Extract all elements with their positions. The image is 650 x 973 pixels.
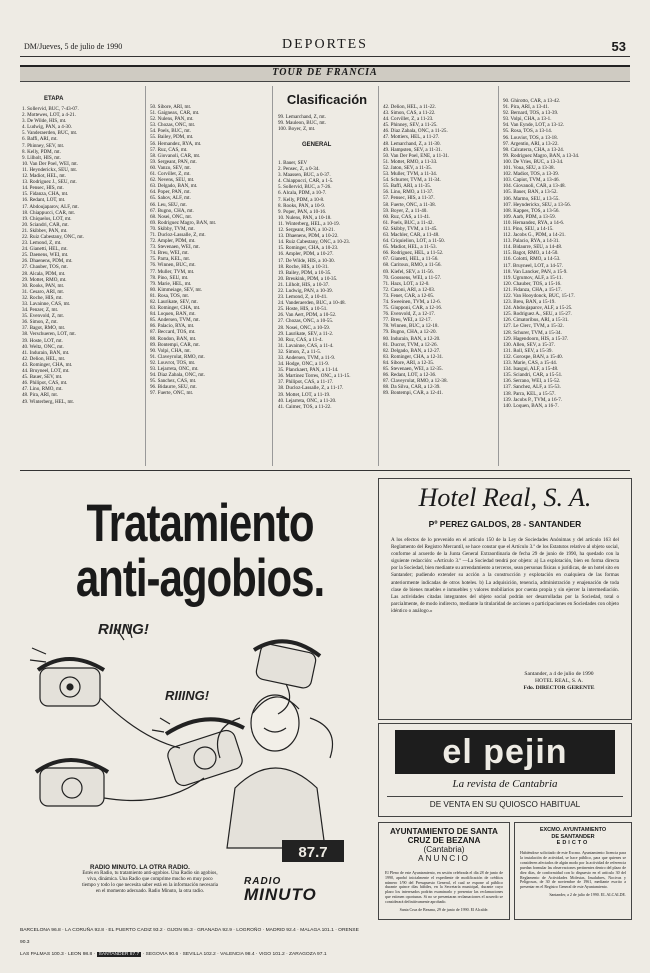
result-row: 66. Leu, SEU, mt. — [150, 201, 187, 208]
result-row: 46. Philipot, CAS, mt. — [22, 380, 68, 387]
result-row: 9. Poper, PAN, a 10-16. — [278, 208, 327, 215]
result-row: 13. Rodriguez J., SEU, mt. — [22, 179, 77, 186]
result-row: 28. Alcala, PDM, mt. — [22, 270, 66, 277]
result-row: 83. Rominger, CHA, a 12-31. — [383, 353, 444, 360]
result-row: 41. Caimer, TOS, a 11-22. — [278, 403, 332, 410]
result-row: 72. Ampler, PDM, mt. — [150, 238, 196, 245]
result-row: 77. Breu, WEI, a 12-17. — [383, 317, 432, 324]
section-band — [20, 65, 630, 82]
bezana-title: AYUNTAMIENTO DE SANTA CRUZ DE BEZANA (Cantabria) ANUNCIO — [390, 827, 498, 863]
result-row: 58. Fuerte, ONC, a 11-38. — [383, 201, 437, 208]
result-row: 108. Kappes, TOS, a 13-56. — [503, 207, 560, 214]
footer-line-2: LAS PALMAS 100.3 · LEON 98.8 · SANTANDER 87.7 · SEGOVIA 90.6 · SEVILLA 102.2 · VALENCIA 98.4 · VIGO 101.2 · ZARAGOZA 97.1 — [20, 952, 327, 957]
radio-minuto-ad — [20, 478, 368, 918]
result-row: 126. Cimatoribus, ARI, a 15-31. — [503, 317, 569, 324]
result-row: 53. Chozas, ONC, mt. — [150, 122, 196, 129]
result-row: 84. Loquen, BAN, mt. — [150, 311, 196, 318]
result-row: 54. Schurrer, TVM, a 11-34. — [383, 177, 441, 184]
result-row: 24. Vanderaerden, BUC, a 10-48. — [278, 300, 346, 307]
column-divider — [272, 86, 273, 466]
result-row: 73. Stevenaen, WEI, mt. — [150, 244, 200, 251]
result-row: 92. Louvrot, TOS, mt. — [150, 359, 196, 366]
result-row: 50. Sibore, ARI, mt. — [150, 104, 192, 110]
result-row: 122. Van Hooydonck, BUC, 15-17. — [503, 293, 575, 299]
result-row: 10. Van Der Poel, WEI, mt. — [22, 160, 78, 167]
column-divider — [498, 86, 499, 466]
result-row: 47. Mottiers, HEL, a 11-27. — [383, 134, 440, 141]
result-row: 2. Mottewes, LOT, a 4-21. — [22, 112, 76, 119]
result-row: 32. Simon, Z, a 11-5. — [278, 348, 322, 355]
column-divider — [378, 86, 379, 466]
result-row: 72. Casoni, ARI, a 12-03. — [383, 286, 436, 293]
result-row: 39. Mottet, LOT, a 11-19. — [278, 391, 331, 398]
result-row: 4. Ludwig, PAN, a 4-30. — [22, 124, 72, 131]
telephone-icon — [36, 760, 108, 806]
result-row: 121. Fidanza, CHA, a 15-17. — [503, 286, 562, 293]
pejin-sales-bar: DE VENTA EN SU QUIOSCO HABITUAL — [387, 796, 623, 809]
result-row: 59. Boyer, Z, a 11-40. — [383, 207, 428, 214]
result-row: 18. Roche, HIS, a 10-31. — [278, 263, 329, 270]
result-row: 65. Madiot, HEL, a 11-53. — [383, 244, 437, 251]
result-row: 123. Breu, BAN, a 15-19. — [503, 299, 556, 306]
result-row: 68. Nosei, ONC, mt. — [150, 213, 193, 220]
result-row: 36. Simon, Z, mt. — [22, 319, 58, 326]
result-row: 61. Corvillet, Z, mt. — [150, 171, 191, 178]
result-row: 95. Rosa, TOS, a 13-14. — [503, 128, 553, 135]
result-row: 56. Hernandez, RYA, mt. — [150, 140, 202, 147]
result-row: 82. Laurikate, SEV, mt. — [150, 299, 198, 305]
result-row: 76. Evenvold, Z, a 12-17. — [383, 311, 436, 318]
result-row: 38. Ducloz-Lassalle, Z, a 11-17. — [278, 385, 344, 392]
general-classification-list-2 — [383, 104, 495, 397]
result-row: 24. Gianetti, HEL, mt. — [22, 246, 68, 253]
result-row: 34. Penzer, Z, mt. — [22, 307, 59, 314]
result-row: 74. Sweeinen, TVM, a 12-6. — [383, 299, 441, 305]
hotel-body: A los efectos de lo prevenido en el artículo 150 de la Ley de Sociedades Anónimas y del artículo 163 del Reglamento del Registro Mercantil, se hace constar que el Artículo 3.º de los Estatutos relativo al objeto social, conforme al acuerdo de la Junta General Extraordinaria de fecha 29 de junio de 1990, ha quedado con la siguiente redacción: «Artículo 3.º —La Sociedad tendrá por objeto: a) La explotación, bien en forma directa por la Sociedad, bien mediante su arrendamiento a terceros, sean personas físicas o jurídicas, de un hotel sito en Santander; pudiendo extender su acción a la construcción y explotación en cualquiera de las formas anteriormente indicadas de otros hoteles. b) La adquisición, tenencia, administración y enajenación de toda clase de bienes muebles e inmuebles y valores mobiliarios por cuenta propia y sin ejercer la intermediación. Las actividades citadas integrantes del objeto social podrán ser desarrolladas por la Sociedad, total o parcialmente, de modo indirecto, mediante la titularidad de acciones o participaciones en Sociedades con objeto idéntico o análogo.» — [391, 537, 620, 614]
result-row: 128. Schurer, TVM, a 15-34. — [503, 329, 562, 336]
result-row: 43. Rominger, CHA, mt. — [22, 361, 73, 368]
etapa-results-list-2 — [150, 104, 268, 397]
result-row: 100. Boyer, Z, mt. — [278, 126, 316, 133]
telephone-icon — [38, 659, 104, 706]
result-row: 18. Chiappucci, CAR, mt. — [22, 209, 76, 216]
result-row: 96. Bidaurre, SEU, mt. — [150, 384, 197, 391]
result-row: 5. Sollervid, BUC, a 7-26. — [278, 184, 332, 191]
ad-headline-line2: anti-agobios. — [75, 548, 325, 608]
result-row: 88. Rondon, BAN, mt. — [150, 335, 197, 342]
result-row: 35. Evenvold, Z, mt. — [22, 313, 65, 320]
general-classification-list-3 — [503, 98, 629, 409]
section-rule — [20, 470, 630, 471]
result-row: 11. Heynderickx, SEU, mt. — [22, 166, 78, 173]
result-row: 125. Rodriguez A., SEU, a 15-27. — [503, 311, 572, 318]
result-row: 37. Bagot, RMO, mt. — [22, 325, 66, 332]
radio-frequencies-footer — [20, 925, 368, 961]
result-row: 53. Muller, TVM, a 11-34. — [383, 171, 438, 178]
result-row: 136. Serrano, WEI, a 15-52. — [503, 378, 561, 385]
result-row: 7. Kelly, PDM, a 10-8. — [278, 196, 325, 203]
result-row: 67. Gianetti, HEL, a 11-56. — [383, 256, 439, 263]
result-row: 70. Goossens, WEI, a 11-57. — [383, 274, 442, 281]
result-row: 43. Simon, CAS, a 11-22. — [383, 110, 436, 117]
result-row: 65. Sahov, ALF, mt. — [150, 195, 191, 202]
result-row: 45. Phinney, SEV, a 11-25. — [383, 122, 438, 129]
result-row: 80. Indurain, BAN, a 12-20. — [383, 335, 441, 342]
result-row: 25. Hoste, HIS, a 10-51. — [278, 306, 328, 313]
result-row: 124. Abdoujaparov, ALF, a 15-25. — [503, 305, 573, 312]
result-row: 3. Maassen, BUC, a 0-37. — [278, 172, 331, 179]
result-row: 26. Van Aert, PDM, a 10-52. — [278, 312, 337, 319]
result-row: 35. Planckaert, PAN, a 11-14. — [278, 367, 339, 374]
result-row: 46. Diaz Zabala, ONC, a 11-25. — [383, 128, 448, 135]
result-row: 16. Redant, LOT, mt. — [22, 197, 66, 204]
result-row: 4. Chiappucci, CAR, a 1-5. — [278, 178, 334, 185]
result-row: 1. Bauer, SEV — [278, 160, 308, 166]
result-row: 91. Pira, ARI, a 13-41. — [503, 104, 550, 111]
result-row: 88. Da Silva, CAR, a 12-39. — [383, 384, 441, 391]
result-row: 49. Winterberg, HEL, mt. — [22, 398, 75, 405]
result-row: 116. Colotti, RMO, a 14-53. — [503, 256, 561, 263]
result-row: 50. Van Der Poel, ENE, a 11-31. — [383, 152, 450, 159]
clasificacion-title: Clasificación — [286, 92, 368, 107]
result-row: 74. Breu, WEI, mt. — [150, 250, 189, 257]
result-row: 98. Calcaterra, CHA, a 13-24. — [503, 146, 565, 153]
result-row: 113. Palacio, RYA, a 14-31. — [503, 238, 560, 245]
result-row: 45. Bauer, SEV, mt. — [22, 374, 63, 381]
result-row: 96. Louviot, TOS, a 13-18. — [503, 134, 558, 141]
result-row: 76. Winnen, BUC, mt. — [150, 262, 196, 269]
santander-title: EXCMO. AYUNTAMIENTO DE SANTANDER EDICTO — [539, 827, 607, 846]
footer-highlight: SANTANDER 87.7 — [98, 952, 140, 957]
pejin-tagline: La revista de Cantabria — [452, 778, 558, 790]
result-row: 95. Sanchez, CAS, mt. — [150, 378, 197, 385]
result-row: 111. Pino, SEU, a 14-15. — [503, 225, 554, 232]
result-row: 106. Marmo, SEU, a 13-55. — [503, 195, 560, 202]
result-row: 119. Ugrumov, ALF, a 15-11. — [503, 274, 563, 281]
etapa-results-tail — [278, 114, 374, 132]
result-row: 15. Rominger, CHA, a 10-23. — [278, 245, 339, 252]
result-row: 39. Hoste, LOT, mt. — [22, 337, 63, 344]
result-row: 82. Delgado, BAN, a 12-27. — [383, 347, 441, 354]
result-row: 60. Vanzo, SEV, mt. — [150, 164, 191, 171]
result-row: 55. Bailey, PDM, mt. — [150, 134, 194, 141]
result-row: 133. Marie, CAS, a 15-44. — [503, 360, 558, 367]
result-row: 15. Fidanza, CHA, mt. — [22, 191, 69, 198]
result-row: 67. Bugno, CHA, mt. — [150, 207, 194, 214]
result-row: 85. Stevenaen, WEI, a 12-35. — [383, 366, 443, 373]
result-row: 79. Marie, HEL, mt. — [150, 280, 192, 287]
result-row: 58. Giovanoli, CAR, mt. — [150, 152, 201, 159]
result-row: 77. Muller, TVM, mt. — [150, 268, 195, 275]
pejin-logo: el pejin — [395, 730, 615, 774]
general-heading: GENERAL — [302, 142, 332, 148]
result-row: 84. Sibore, ARI, a 12-35. — [383, 359, 435, 366]
result-row: 51. Gaigneax, CAR, mt. — [150, 110, 200, 117]
stressed-man-figure — [218, 695, 333, 848]
result-row: 129. Hagendoorn, HIS, a 15-37. — [503, 335, 569, 342]
header-section: DEPORTES — [282, 37, 368, 52]
result-row: 107. Heynderickx, SEU, a 13-56. — [503, 201, 571, 208]
result-row: 20. Sciandri, CAR, mt. — [22, 221, 69, 228]
result-row: 85. Andersen, TVM, mt. — [150, 317, 200, 324]
result-row: 27. Chozas, ONC, a 10-55. — [278, 318, 334, 325]
result-row: 94. Diaz Zabala, ONC, mt. — [150, 372, 205, 379]
radio-dial-badge — [282, 840, 344, 862]
result-row: 80. Kimmeiage, SEV, mt. — [150, 286, 203, 293]
result-row: 22. Ruiz Cabestany, ONC, mt. — [22, 233, 84, 240]
result-row: 23. Lemond, Z, a 10-41. — [278, 294, 328, 301]
phones-illustration — [20, 588, 368, 863]
result-row: 97. Argentin, ARI, a 13-22. — [503, 140, 559, 147]
result-row: 26. Dhaenens, PDM, mt. — [22, 258, 73, 265]
hotel-signature: Santander, a 4 de julio de 1990 HOTEL REAL, S. A. Fdo. DIRECTOR GERENTE — [523, 671, 595, 691]
result-row: 21. Lilholt, HIS, a 10-37. — [278, 281, 330, 288]
result-row: 59. Sergeant, PAN, mt. — [150, 158, 197, 165]
result-row: 99. Rodriguez Magro, BAN, a 13-34. — [503, 152, 580, 159]
column-divider — [145, 86, 146, 466]
result-row: 11. Winterberg, HEL, a 10-19. — [278, 220, 340, 227]
result-row: 7. Phinney, SEV, mt. — [22, 142, 65, 149]
result-row: 97. Fuerte, ONC, mt. — [150, 390, 194, 397]
result-row: 57. Ruz, CAS, mt. — [150, 146, 188, 153]
result-row: 83. Rominger, CHA, mt. — [150, 305, 201, 312]
result-row: 32. Roche, HIS, mt. — [22, 294, 63, 301]
result-row: 103. Capiot, TVM, a 13-46. — [503, 177, 560, 184]
result-row: 44. Bruyneel, LOT, mt. — [22, 368, 70, 375]
result-row: 3. De Wilde, HIS, mt. — [22, 118, 67, 125]
result-row: 63. Machler, CAR, a 11-48. — [383, 231, 440, 238]
result-row: 19. Bailey, PDM, a 10-35. — [278, 269, 332, 276]
result-row: 40. Weltz, ONC, mt. — [22, 343, 64, 350]
result-row: 137. Sanchez, ALF, a 15-53. — [503, 384, 561, 391]
result-row: 93. Volpi, CHA, a 13-1. — [503, 116, 552, 123]
result-row: 55. Baffi, ARI, a 11-35. — [383, 183, 432, 190]
result-row: 42. Delion, HEL, mt. — [22, 355, 66, 362]
result-row: 99. Lemarchand, Z, mt. — [278, 114, 326, 120]
result-row: 131. Roll, SEV, a 15-39. — [503, 347, 553, 354]
result-row: 29. Mottet, RMO, mt. — [22, 276, 67, 283]
radio-headline: RADIO MINUTO. LA OTRA RADIO. — [90, 864, 190, 871]
radio-body-text: Estés en Radio, tu tratamiento anti-agobios. Una Radio sin agobios, viva, dinámica. Una Radio que comprime mucho en muy poco tiempo y todo lo que necesita saber está en la información necesaria en el momento adecuado. Radio Minuto, la otra radio. — [82, 871, 218, 894]
result-row: 138. Parra, KEL, a 15-57. — [503, 390, 556, 397]
header-date: DM/Jueves, 5 de julio de 1990 — [24, 42, 123, 51]
result-row: 130. Allen, SEV, a 15-37. — [503, 341, 555, 348]
result-row: 6. Alcala, PDM, a 10-7. — [278, 190, 327, 197]
result-row: 40. Lejarreta, ONC, a 11-20. — [278, 397, 337, 404]
result-row: 90. Ghirotto, CAR, a 13-42. — [503, 98, 561, 104]
hotel-real-notice — [378, 478, 632, 720]
result-row: 44. Corvillet, Z, a 11-23. — [383, 116, 434, 123]
result-row: 2. Pensec, Z, a 0-34. — [278, 166, 320, 173]
result-row: 52. Nulens, PAN, mt. — [150, 116, 194, 123]
etapa-heading: ETAPA — [44, 96, 64, 102]
result-row: 114. Bidaurre, SEU, a 14-48. — [503, 244, 563, 251]
result-row: 60. Ruz, CAS, a 11-41. — [383, 213, 431, 220]
result-row: 69. Rodriguez Magro, BAN, mt. — [150, 219, 217, 226]
result-row: 89. Bontempi, CAR, a 12-41. — [383, 390, 443, 397]
result-row: 38. Verschueren, LOT, mt. — [22, 331, 76, 338]
result-row: 104. Giovanoli, CAR, a 13-48. — [503, 183, 566, 190]
radio-minuto-logo — [244, 876, 364, 906]
result-row: 14. Ruiz Cabestany, ONC, a 10-23. — [278, 239, 350, 246]
result-row: 139. Jacobs P., TVM, a 16-7. — [503, 396, 563, 403]
result-row: 89. Bontempi, CAR, mt. — [150, 341, 200, 348]
bezana-signature: Santa Cruz de Bezana, 29 de junio de 1990. El Alcalde. — [399, 906, 489, 912]
result-row: 37. Philipot, CAS, a 11-17. — [278, 379, 334, 386]
result-row: 64. Criquielion, LOT, a 11-50. — [383, 238, 445, 245]
result-row: 48. Lemarchand, Z, a 11-30. — [383, 140, 441, 147]
result-row: 75. Parra, KEL, mt. — [150, 256, 191, 263]
result-row: 6. Baffi, ARI, mt. — [22, 136, 58, 143]
result-row: 8. Kelly, PDM, mt. — [22, 148, 61, 155]
result-row: 70. Skibby, TVM, mt. — [150, 225, 195, 232]
result-row: 81. Ducrot, TVM, a 12-26. — [383, 341, 438, 348]
radio-frequency: 87.7 — [298, 844, 328, 861]
result-row: 31. Cesaro, ARI, mt. — [22, 288, 65, 295]
result-row: 25. Daenens, WEI, mt. — [22, 252, 69, 259]
result-row: 16. Ampler, PDM, a 10-27. — [278, 251, 334, 258]
result-row: 102. Madiot, TOS, a 13-39. — [503, 171, 560, 178]
page-number: 53 — [611, 39, 626, 54]
general-classification-list — [278, 160, 374, 410]
result-row: 69. Kiefel, SEV, a 11-56. — [383, 268, 434, 275]
result-row: 33. Lavainne, CAS, mt. — [22, 301, 71, 307]
result-row: 78. Pino, SEU, mt. — [150, 274, 189, 281]
telephone-icon — [254, 641, 320, 689]
result-row: 93. Lejarreta, ONC, mt. — [150, 366, 199, 373]
result-row: 92. Bernard, TOS, a 13-39. — [503, 110, 559, 117]
result-row: 94. Van Eynde, LOT, a 13-12. — [503, 122, 565, 129]
hotel-address: Pº PEREZ GALDOS, 28 - SANTANDER — [428, 519, 582, 529]
result-row: 140. Loquen, BAN, a 16-7. — [503, 402, 559, 409]
radio-logo-top: RADIO — [244, 876, 282, 887]
santander-edict — [514, 822, 632, 920]
result-row: 51. Mottet, RMO, a 11-33. — [383, 158, 438, 165]
result-row: 101. Vona, SEU, a 13-38. — [503, 165, 555, 172]
result-row: 86. Redant, LOT, a 12-36. — [383, 372, 437, 379]
page-header — [20, 38, 630, 57]
result-row: 14. Pensec, HIS, mt. — [22, 185, 64, 192]
result-row: 99. Mauleon, BUC, mt. — [278, 120, 326, 127]
result-row: 134. Isasgui, ALF, a 15-48. — [503, 366, 559, 373]
result-row: 27. Chauber, TOS, mt. — [22, 264, 68, 271]
result-row: 81. Rosa, TOS, mt. — [150, 292, 190, 299]
result-row: 87. Beccard, TOS, mt. — [150, 329, 196, 336]
result-row: 63. Delgado, BAN, mt. — [150, 183, 198, 190]
result-row: 115. Bagot, RMO, a 14-50. — [503, 250, 559, 257]
telephone-icon — [166, 719, 245, 788]
result-row: 31. Lavainne, CAS, a 11-4. — [278, 342, 334, 349]
result-row: 8. Rooks, PAN, a 10-9. — [278, 202, 326, 209]
result-row: 64. Poper, PAN, mt. — [150, 189, 191, 196]
result-row: 17. De Wilde, HIS, a 10-30. — [278, 257, 335, 264]
result-row: 86. Palacio, RYA, mt. — [150, 323, 195, 330]
result-row: 75. Giupponi, CAR, a 12-16. — [383, 305, 443, 312]
result-row: 9. Lilholt, HIS, mt. — [22, 154, 61, 161]
result-row: 20. Breukink, PDM, a 10-35. — [278, 275, 338, 282]
result-row: 71. Hazs, LOT, a 12-0. — [383, 280, 430, 287]
result-row: 5. Vanderaerden, BUC, mt. — [22, 130, 78, 137]
result-row: 12. Madiot, HEL, mt. — [22, 173, 67, 180]
result-row: 49. Hampsten, SEV, a 11-31. — [383, 146, 442, 153]
result-row: 90. Volpi, CHA, mt. — [150, 347, 191, 354]
result-row: 120. Chauber, TOS, a 15-16. — [503, 280, 562, 287]
result-row: 28. Nosei, ONC, a 10-59. — [278, 324, 331, 331]
result-row: 34. Hodge, ONC, a 11-9. — [278, 361, 330, 368]
result-row: 47. Lino, RMO, mt. — [22, 386, 63, 393]
result-row: 109. Aarb, PDM, a 13-59. — [503, 213, 556, 220]
result-row: 68. Caritoux, RMO, a 11-56. — [383, 262, 442, 269]
result-row: 135. Sciandri, CAR, a 15-51. — [503, 372, 563, 379]
result-row: 48. Pira, ARI, mt. — [22, 392, 59, 399]
result-row: 62. Nevens, SEU, mt. — [150, 177, 195, 184]
result-row: 54. Poels, BUC, mt. — [150, 128, 191, 135]
result-row: 105. Bauer, BAN, a 13-52. — [503, 189, 558, 196]
ad-headline-line1: Tratamiento — [86, 493, 314, 553]
result-row: 112. Jacobs G., PDM, a 14-21. — [503, 232, 566, 239]
result-row: 66. Rodriguez, HEL, a 11-52. — [383, 250, 444, 257]
etapa-results-list — [22, 106, 140, 405]
band-title: TOUR DE FRANCIA — [272, 67, 378, 78]
result-row: 22. Ludwig, PAN, a 10-39. — [278, 287, 333, 294]
result-row: 78. Winnen, BUC, a 12-18. — [383, 323, 439, 330]
result-row: 33. Andersen, TVM, a 11-9. — [278, 355, 336, 361]
result-row: 12. Sergeant, PAN, a 10-21. — [278, 227, 335, 234]
result-row: 21. Skibbev, PAN, mt. — [22, 227, 68, 234]
result-row: 1. Sollervid, BUC, 7-43-07. — [22, 106, 79, 112]
result-row: 10. Nulens, PAN, a 10-18. — [278, 214, 332, 221]
santander-body: Habiéndose solicitado de este Excmo. Ayuntamiento licencia para la instalación de actividad, se hace público, para que quienes se consideren afectados de algún modo por la actividad de referencia puedan formular las observaciones pertinentes dentro del plazo de diez días, de conformidad con lo dispuesto en el artículo 30 del Reglamento de Actividades Molestas, Insalubres, Nocivas y Peligrosas, de 30 de noviembre de 1961, mediante escrito a presentar en el Registro General de este Ayuntamiento. Santander, a 2 de julio de 1990. EL ALCALDE. — [520, 850, 626, 898]
result-row: 118. Van Lancker, PAN, a 15-9. — [503, 268, 568, 275]
result-row: 79. Bugno, CHA, a 12-20. — [383, 329, 437, 336]
result-row: 62. Skibby, TVM, a 11-45. — [383, 225, 438, 232]
result-row: 41. Indurain, BAN, mt. — [22, 349, 70, 356]
result-row: 117. Bruyneel, LOT, a 14-57. — [503, 262, 563, 269]
result-row: 91. Claveyrolat, RMO, mt. — [150, 353, 205, 360]
result-row: 87. Claveyrolat, RMO, a 12-38. — [383, 378, 448, 385]
result-row: 42. Delion, HEL, a 11-22. — [383, 104, 437, 110]
bezana-body: El Pleno de este Ayuntamiento, en sesión celebrada el día 28 de junio de 1990, aprobó inicialmente el expediente de modificación de créditos número 1/90 del Presupuesto General, el cual se expone al público durante quince días hábiles, en la Secretaría municipal, durante cuyo plazo los interesados podrán examinarlo y presentar las reclamaciones que estimen oportunas. Si no se presentaran reclamaciones el acuerdo se considerará definitivamente aprobado. Santa Cruz de Bezana, 29 de junio de 1990. El Alcalde. — [385, 870, 503, 912]
result-row: 57. Pensec, HIS, a 11-37. — [383, 195, 435, 202]
ring-sound-1: RIIING! — [98, 621, 149, 638]
result-row: 56. Lino, RMO, a 11-37. — [383, 189, 434, 196]
bezana-notice — [378, 822, 510, 920]
hotel-title: Hotel Real, S. A. — [418, 483, 592, 512]
result-row: 29. Laurikate, SEV, a 11-2. — [278, 330, 334, 337]
result-row: 30. Rooks, PAN, mt. — [22, 282, 65, 289]
result-row: 19. Chiquelos, LOT, mt. — [22, 215, 72, 222]
result-row: 71. Ducloz-Lassalle, Z, mt. — [150, 231, 206, 238]
result-row: 17. Abdoujaparov, ALF, mt. — [22, 203, 79, 210]
result-row: 73. Fenet, CAR, a 12-05. — [383, 292, 435, 299]
radio-logo-bottom: MINUTO — [244, 885, 317, 904]
result-row: 52. Jaton, SEV, a 11-35. — [383, 164, 432, 171]
result-row: 61. Poels, BUC, a 11-42. — [383, 219, 434, 226]
santander-signature: Santander, a 2 de julio de 1990. EL ALCALDE. — [549, 892, 626, 898]
result-row: 127. Le Clerc, TVM, a 15-32. — [503, 323, 564, 330]
footer-line-1: BARCELONA 96.8 · LA CORUÑA 92.8 · EL PUERTO CADIZ 93.2 · GIJON 95.3 · GRANADA 92.9 · LOGROÑO · MADRID 92.4 · MALAGA 101.1 · ORENSE 90.3 — [20, 928, 359, 945]
result-row: 23. Lemond, Z, mt. — [22, 240, 62, 247]
result-row: 13. Dhaenens, PDM, a 10-22. — [278, 233, 339, 240]
result-row: 110. Hernandez, RYA, a 14-6. — [503, 219, 565, 226]
result-row: 30. Ruz, CAS, a 11-4. — [278, 336, 323, 343]
result-row: 132. Gorospe, BAN, a 15-40. — [503, 353, 563, 360]
result-row: 36. Martinez Torres, ONC, a 11-15. — [278, 373, 351, 380]
result-row: 100. De Vries, BUC, a 13-34. — [503, 158, 564, 165]
el-pejin-ad — [378, 723, 632, 817]
ring-sound-2: RIIING! — [165, 688, 210, 703]
